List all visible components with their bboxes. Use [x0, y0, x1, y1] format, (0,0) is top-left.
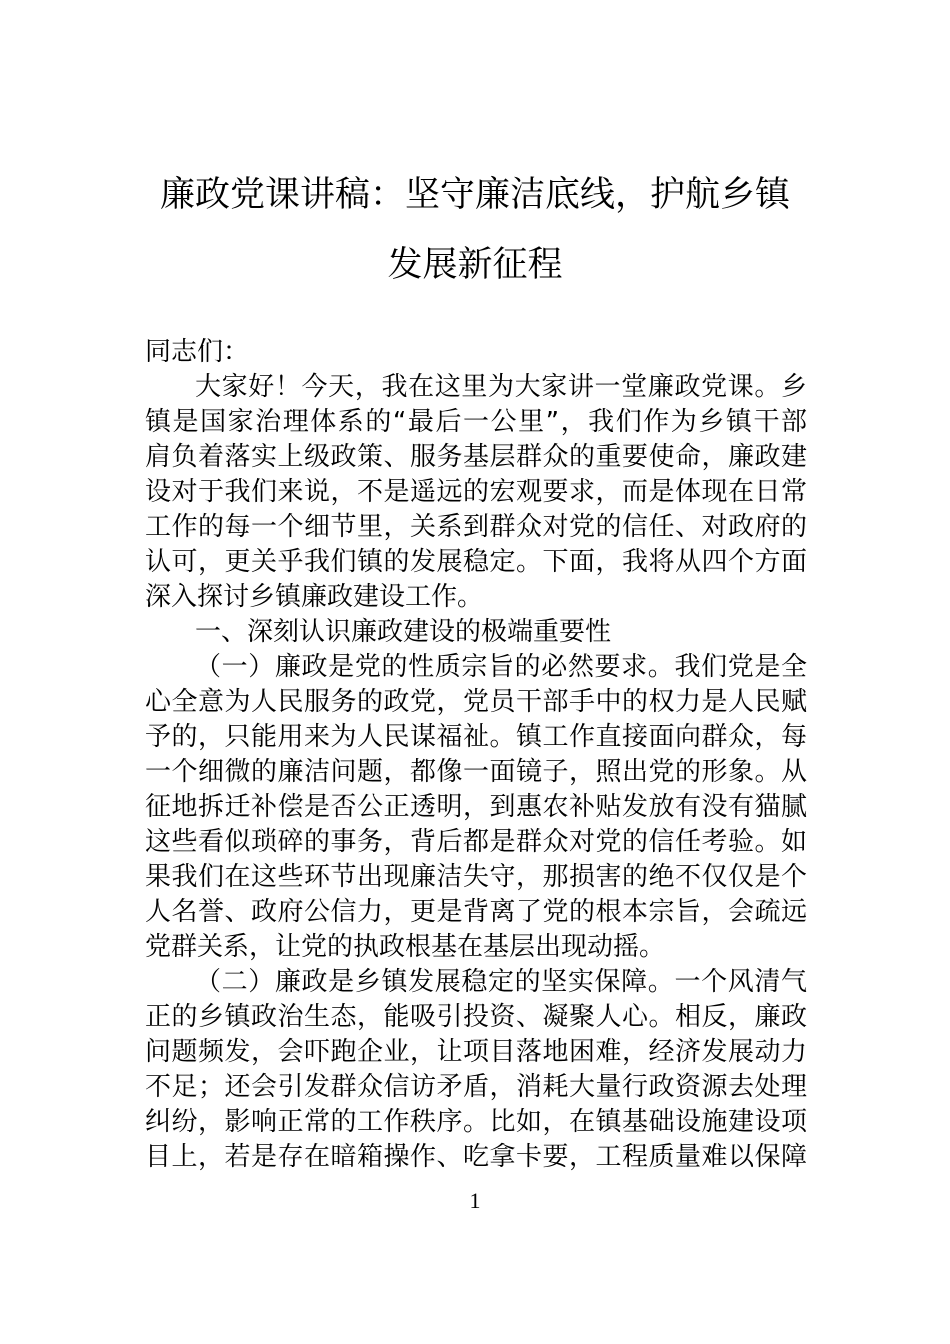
text-line: 设对于我们来说，不是遥远的宏观要求，而是体现在日常	[145, 477, 807, 507]
text-line: 不足；还会引发群众信访矛盾，消耗大量行政资源去处理	[145, 1072, 807, 1102]
text-line: （一）廉政是党的性质宗旨的必然要求。我们党是全	[195, 652, 807, 682]
text-line: 果我们在这些环节出现廉洁失守，那损害的绝不仅仅是个	[145, 862, 807, 892]
text-line: 正的乡镇政治生态，能吸引投资、凝聚人心。相反，廉政	[145, 1002, 807, 1032]
text-line: 认可，更关乎我们镇的发展稳定。下面，我将从四个方面	[145, 547, 807, 577]
text-line: 纠纷，影响正常的工作秩序。比如，在镇基础设施建设项	[145, 1107, 807, 1137]
page-number: 1	[469, 1188, 481, 1213]
text-line: 镇是国家治理体系的“最后一公里”，我们作为乡镇干部	[145, 407, 807, 437]
text-line: 工作的每一个细节里，关系到群众对党的信任、对政府的	[145, 512, 807, 542]
text-line: 征地拆迁补偿是否公正透明，到惠农补贴发放有没有猫腻	[145, 792, 807, 822]
section-heading	[145, 615, 807, 650]
paragraph	[145, 650, 807, 965]
document-title-line-1: 廉政党课讲稿：坚守廉洁底线，护航乡镇	[159, 175, 790, 215]
text-line: 一、深刻认识廉政建设的极端重要性	[195, 617, 612, 647]
text-line: （二）廉政是乡镇发展稳定的坚实保障。一个风清气	[195, 967, 807, 997]
salutation: 同志们：	[145, 337, 250, 367]
text-line: 大家好！今天，我在这里为大家讲一堂廉政党课。乡	[195, 372, 807, 402]
paragraph	[145, 965, 807, 1175]
text-line: 人名誉、政府公信力，更是背离了党的根本宗旨，会疏远	[145, 897, 807, 927]
text-line: 肩负着落实上级政策、服务基层群众的重要使命，廉政建	[145, 442, 807, 472]
text-line: 目上，若是存在暗箱操作、吃拿卡要，工程质量难以保障	[145, 1142, 807, 1172]
text-line: 心全意为人民服务的政党，党员干部手中的权力是人民赋	[145, 687, 807, 717]
text-line: 问题频发，会吓跑企业，让项目落地困难，经济发展动力	[145, 1037, 807, 1067]
text-line: 予的，只能用来为人民谋福祉。镇工作直接面向群众，每	[145, 722, 807, 752]
text-line: 党群关系，让党的执政根基在基层出现动摇。	[145, 932, 666, 962]
text-line: 这些看似琐碎的事务，背后都是群众对党的信任考验。如	[145, 827, 807, 857]
paragraph	[145, 370, 807, 615]
document-body	[145, 335, 807, 1175]
document-title-line-2: 发展新征程	[387, 245, 563, 285]
text-line: 深入探讨乡镇廉政建设工作。	[145, 582, 484, 612]
text-line: 一个细微的廉洁问题，都像一面镜子，照出党的形象。从	[145, 757, 807, 787]
